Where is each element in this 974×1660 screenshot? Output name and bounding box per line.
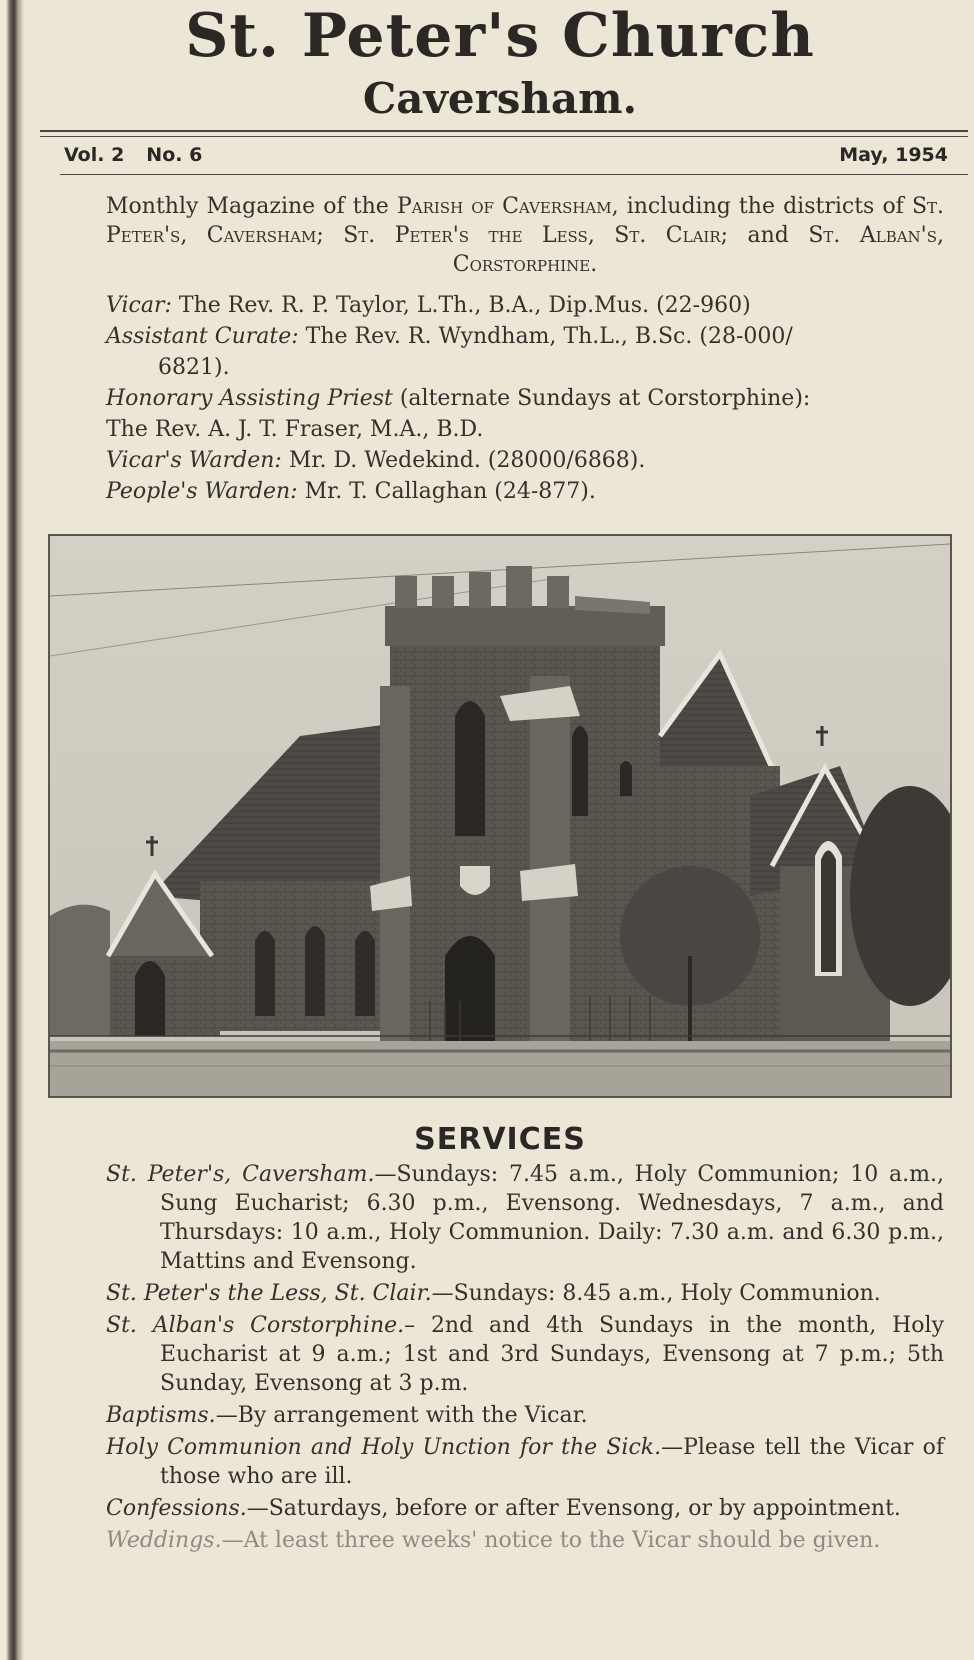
peoples-warden-line [106, 476, 944, 507]
issue-rule [60, 174, 968, 175]
church-illustration [50, 536, 950, 1096]
masthead-subtitle: Caversham. [362, 74, 638, 123]
intro-paragraph [106, 192, 944, 279]
curate-text: The Rev. R. Wyndham, Th.L., B.Sc. (28-000/ [298, 324, 793, 349]
service-item [106, 1401, 944, 1430]
service-label: Holy Communion and Holy Unction for the Sick. [106, 1435, 662, 1460]
issue-number: No. 6 [146, 144, 203, 166]
service-text: —By arrangement with the Vicar. [215, 1403, 588, 1428]
service-text: —At least three weeks' notice to the Vicar should be given. [221, 1528, 881, 1553]
masthead-rule [40, 130, 968, 137]
masthead [40, 0, 960, 124]
services-heading: SERVICES [414, 1122, 586, 1157]
service-label: St. Alban's Corstorphine. [106, 1313, 405, 1338]
service-label: St. Peter's, Caversham. [106, 1162, 375, 1187]
service-item [106, 1526, 944, 1555]
service-label: Weddings. [106, 1528, 222, 1553]
vicars-warden-label: Vicar's Warden: [106, 448, 282, 473]
issue-line [60, 144, 948, 168]
priest-text: (alternate Sundays at Corstorphine): [392, 386, 811, 411]
intro-text: ; and [720, 223, 809, 248]
priest-name: The Rev. A. J. T. Fraser, M.A., B.D. [106, 417, 484, 442]
peoples-warden-label: People's Warden: [106, 479, 298, 504]
issue-volume: Vol. 2 [64, 144, 125, 166]
curate-line [106, 321, 944, 352]
intro-district: St. Alban's, Corstorphine [452, 223, 944, 277]
service-item [106, 1279, 944, 1308]
service-item [106, 1160, 944, 1276]
intro-text: . [590, 252, 598, 277]
service-text: —Please tell the Vicar of those who are ill. [160, 1435, 944, 1489]
intro-parish: Parish of Caversham [396, 194, 612, 219]
magazine-page [40, 0, 960, 1660]
service-label: Confessions. [106, 1496, 247, 1521]
vicars-warden-text: Mr. D. Wedekind. (28000/6868). [281, 448, 646, 473]
service-item [106, 1494, 944, 1523]
curate-line-continued: 6821). [158, 355, 230, 380]
masthead-title: St. Peter's Church [185, 1, 815, 71]
intro-text: ; [316, 223, 344, 248]
service-label: Baptisms. [106, 1403, 216, 1428]
service-text: —Sundays: 8.45 a.m., Holy Communion. [431, 1281, 881, 1306]
vicar-label: Vicar: [106, 293, 172, 318]
service-text: – 2nd and 4th Sundays in the month, Holy Eucharist at 9 a.m.; 1st and 3rd Sundays, Evensong at 7 p.m.; 5th Sunday, Evensong at 3 p.m. [160, 1313, 944, 1396]
clergy-list [106, 290, 944, 507]
priest-line [106, 383, 944, 414]
vicars-warden-line [106, 445, 944, 476]
issue-date: May, 1954 [839, 144, 948, 166]
services-list [106, 1160, 944, 1558]
service-text: —Saturdays, before or after Evensong, or by appointment. [246, 1496, 901, 1521]
service-item [106, 1311, 944, 1398]
binding-spine [0, 0, 26, 1660]
vicar-line [106, 290, 944, 321]
service-text: —Sundays: 7.45 a.m., Holy Communion; 10 a.m., Sung Eucharist; 6.30 p.m., Evensong. Wednesdays, 7 a.m., and Thursdays: 10 a.m., Holy Communion. Daily: 7.30 a.m. and 6.30 p.m., Mattins and Evensong. [160, 1162, 944, 1274]
intro-district: St. Peter's, Caversham [106, 194, 945, 248]
priest-label: Honorary Assisting Priest [106, 386, 393, 411]
curate-label: Assistant Curate: [106, 324, 299, 349]
peoples-warden-text: Mr. T. Callaghan (24-877). [297, 479, 596, 504]
vicar-text: The Rev. R. P. Taylor, L.Th., B.A., Dip.Mus. (22-960) [171, 293, 751, 318]
service-label: St. Peter's the Less, St. Clair. [106, 1281, 432, 1306]
service-item [106, 1433, 944, 1491]
intro-text: , including the districts of [611, 194, 912, 219]
church-photograph [48, 534, 952, 1098]
intro-text: Monthly Magazine of the [106, 194, 397, 219]
intro-district: St. Peter's the Less, St. Clair [343, 223, 721, 248]
